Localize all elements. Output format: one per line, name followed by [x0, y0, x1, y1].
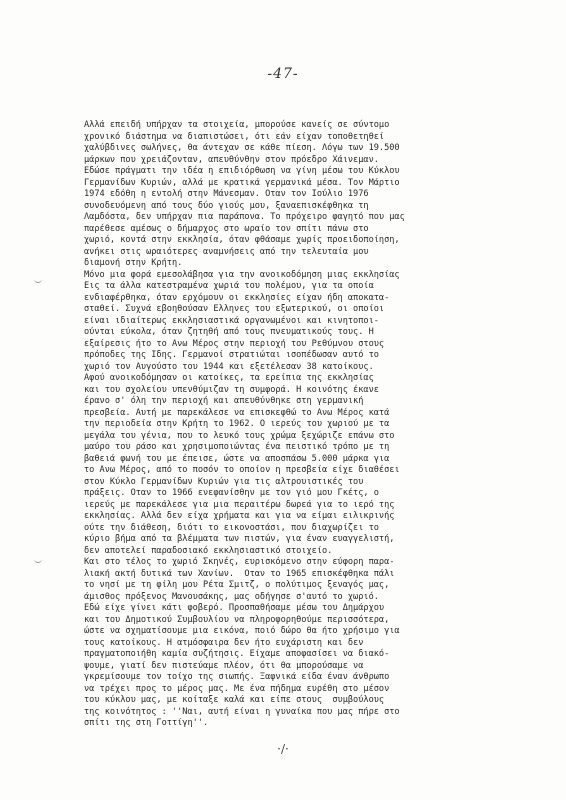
- margin-tick-mark: [34, 556, 42, 563]
- text-line: πρόποδες της Ιδης. Γερμανοί στρατιώται ισοπέδωσαν αυτό το: [84, 350, 379, 360]
- text-line: συνοδευόμενη από τους δύο γιούς μου, ξαναεπισκέφθηκα τη: [84, 200, 369, 211]
- text-line: ώστε να σχηματίσουμε μια εικόνα, ποιό δώρο θα ήτο χρήσιμο για: [84, 626, 400, 636]
- text-line: πράξεις. Οταν το 1966 ενεφανίσθην με τον γιό μου Γκέτς, ο: [84, 488, 379, 498]
- text-line: σταθεί. Συχνά εβοηθούσαν Ελληνες του εξωτερικού, οι οποίοι: [84, 304, 385, 314]
- text-line: του κύκλου μας, με κοίταξε καλά και είπε στους συμβούλους: [84, 695, 385, 705]
- text-line: παρέθεσε αμέσως ο δήμαρχος στο ωραίο τον σπίτι πάνω στο: [84, 223, 369, 234]
- text-line: ανήκει στις ωραιότερες αναμνήσεις από την τελευταία μου: [84, 246, 369, 257]
- text-line: Αφού ανοικοδόμησαν οι κατοίκες, τα ερείπια της εκκλησίας: [84, 373, 374, 383]
- text-line: μάρκων που χρειάζονταν, απευθύνθην στον πρόεδρο Χάινεμαν.: [84, 154, 379, 165]
- text-line: ιερεύς με παρεκάλεσε για μια περαιτέρω δωρεά για το ιερό της: [84, 499, 395, 510]
- text-line: άμισθος πρόξενος Μανουσάκης, μας οδήγησε σ'αυτό το χωριό.: [84, 591, 379, 602]
- text-line: 1974 εδόθη η εντολή στην Μάνεσμαν. Οταν τον Ιούλιο 1976: [84, 189, 369, 199]
- text-line: και του Δημοτικού Συμβουλίου να πληροφορηθούμε περισσότερα,: [84, 614, 390, 625]
- paragraph: [84, 270, 524, 558]
- text-line: την περιοδεία στην Κρήτη το 1962. Ο ιερεύς του χωριού με τα: [84, 419, 390, 429]
- text-line: χωριό, κοντά στην εκκλησία, όταν φθάσαμε χωρίς προειδοποίηση,: [84, 235, 400, 245]
- text-line: λιακή ακτή δυτικά των Χανίων. Οταν το 1965 επισκέφθηκα πάλι: [84, 568, 395, 579]
- text-line: έρανο σ' όλη την περιοχή και απευθύνθηκε στη γερμανική: [84, 396, 364, 406]
- text-line: χρονικό διάστημα να διαπιστώσει, ότι εάν είχαν τοποθετηθεί: [84, 131, 385, 142]
- text-line: Εδώ είχε γίνει κάτι φοβερό. Προσπαθήσαμε μέσω του Δημάρχου: [84, 603, 385, 613]
- text-line: χαλύβδινες σωλήνες, θα άντεχαν σε κάθε πίεση. Λόγω των 19.500: [84, 143, 400, 153]
- text-line: βαθειά φωνή του με έπεισε, ώστε να αποσπάσω 5.000 μάρκα για: [84, 453, 390, 464]
- text-line: Λαμδόστα, δεν υπήρχαν πια παράπονα. Το πρόχειρο φαγητό που μας: [84, 212, 405, 222]
- body-text: [84, 120, 524, 730]
- text-line: ούτε την διάθεση, διότι το εικονοστάσι, που διαχωρίζει το: [84, 522, 379, 533]
- text-line: της κοινότητος : ''Ναι, αυτή είναι η γυναίκα που μας πήρε στο: [84, 706, 400, 717]
- footer-continuation-mark: ·/·: [277, 742, 289, 756]
- text-line: κύριο βήμα από τα βλέμματα των πιστών, για έναν ευαγγελιστή,: [84, 534, 395, 544]
- text-line: στον Κύκλο Γερμανίδων Κυριών για τις αλτρουιστικές του: [84, 476, 364, 487]
- text-line: πραγματοποιήθη καμία συζήτησις. Είχαμε αποφασίσει να διακό-: [84, 649, 390, 659]
- text-line: εκκλησίας. Αλλά δεν είχα χρήματα και για να είμαι ειλικρινής: [84, 511, 395, 521]
- text-line: σπίτι της στη Γοττίγη''.: [84, 718, 209, 728]
- text-line: διαμονή στην Κρήτη.: [84, 258, 183, 268]
- text-line: εξαίρεσις ήτο το Ανω Μέρος στην περιοχή του Ρεθύμνου στους: [84, 338, 385, 349]
- text-line: ψουμε, γιατί δεν πιστεύαμε πλέον, ότι θα μπορούσαμε να: [84, 660, 364, 671]
- text-line: Γερμανίδων Κυριών, αλλά με κρατικά γερμανικά μέσα. Τον Μάρτιο: [84, 177, 400, 188]
- text-line: το Ανω Μέρος, από το ποσόν το οποίον η πρεσβεία είχε διαθέσει: [84, 465, 400, 475]
- text-line: γκρεμίσουμε τον τοίχο της σιωπής. Ξαφνικά είδα έναν άνθρωπο: [84, 672, 390, 682]
- paragraph: [84, 120, 524, 270]
- text-line: είναι ιδιαίτερως εκκλησιαστικά οργανωμένοι και κινητοποι-: [84, 315, 379, 326]
- text-line: μεγάλα του γένια, που το λευκό τους χρώμα ξεχώριζε επάνω στο: [84, 430, 395, 441]
- text-line: ούνται εύκολα, όταν ζητηθή από τους πνευματικούς τους. Η: [84, 327, 374, 337]
- page-number: -47-: [267, 66, 299, 82]
- text-line: να τρέχει προς το μέρος μας. Με ένα πήδημα ευρέθη στο μέσον: [84, 683, 390, 694]
- paragraph: [84, 557, 524, 730]
- text-line: Αλλά επειδή υπήρχαν τα στοιχεία, μπορούσε κανείς σε σύντομο: [84, 120, 390, 130]
- text-line: και του σχολείου υπενθύμιζαν τη συμφορά. Η κοινότης έκανε: [84, 384, 379, 395]
- margin-tick-mark: [34, 276, 42, 283]
- text-line: χωριό τον Αυγούστο του 1944 και εξετέλεσαν 38 κατοίκους.: [84, 361, 374, 372]
- text-line: Εδώσε πράγματι την ιδέα η επιδιόρθωση να γίνη μέσω του Κύκλου: [84, 166, 400, 176]
- text-line: δεν αποτελεί παραδοσιακό εκκλησιαστικό στοιχείο.: [84, 545, 333, 556]
- text-line: ενδιαφέρθηκα, όταν ερχόμουν οι εκκλησίες είχαν ήδη αποκατα-: [84, 292, 390, 303]
- text-line: το νησί με τη φίλη μου Ρέτα Σμιτζ, ο πολύτιμος ξεναγός μας,: [84, 580, 390, 590]
- text-line: Μόνο μια φορά εμεσολάβησα για την ανοικοδόμηση μιας εκκλησίας: [84, 269, 400, 280]
- text-line: μαύρο του ράσο και χρησιμοποιώντας ένα πειστικό τρόπο με τη: [84, 442, 390, 452]
- text-line: Εις τα άλλα κατεστραμένα χωριά του πολέμου, για τα οποία: [84, 281, 374, 291]
- text-line: Και στο τέλος το χωριό Σκηνές, ευρισκόμενο στην εύφορη παρα-: [84, 557, 395, 567]
- text-line: τους κατοίκους. Η ατμόσφαιρα δεν ήτο ευχάριστη και δεν: [84, 637, 364, 648]
- text-line: πρεσβεία. Αυτή με παρεκάλεσε να επισκεφθώ το Ανω Μέρος κατά: [84, 407, 390, 418]
